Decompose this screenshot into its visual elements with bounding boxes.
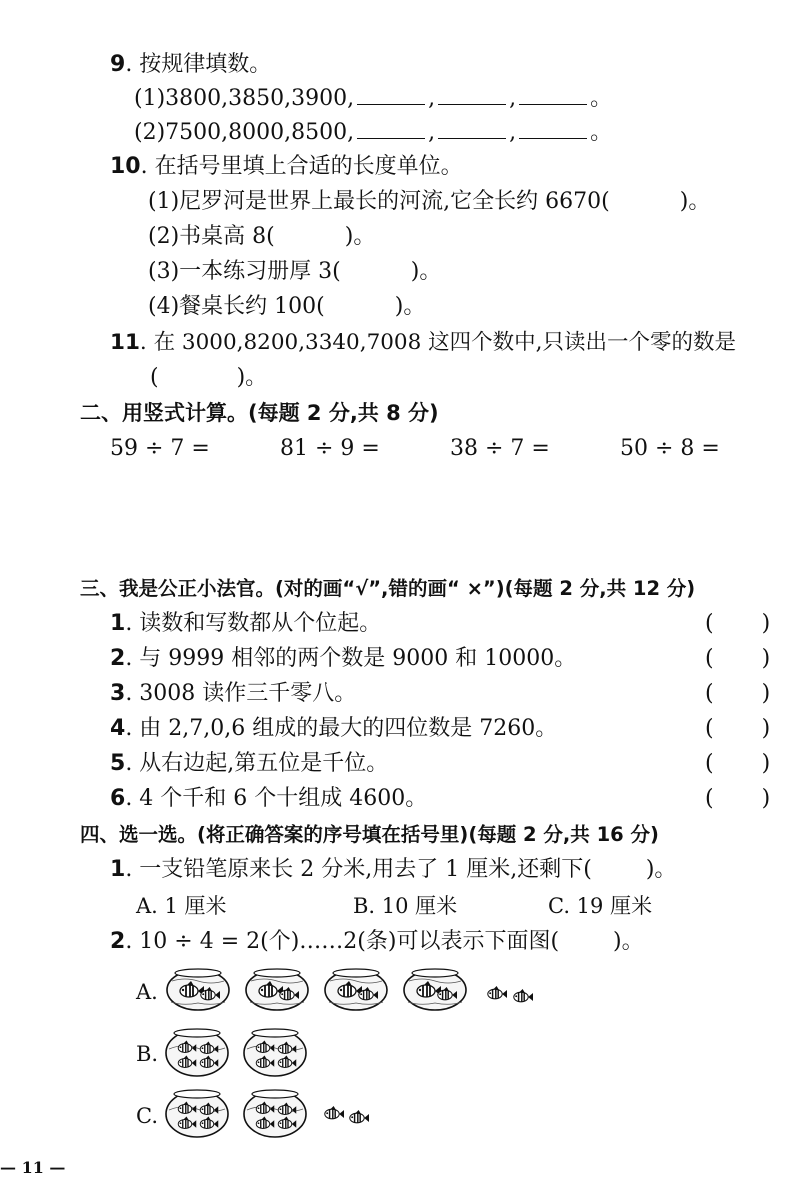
q9-1-blank-a[interactable] — [357, 84, 425, 105]
section4-title: 四、选一选。(将正确答案的序号填在括号里)(每题 2 分,共 16 分) — [80, 823, 659, 846]
judge-answer[interactable]: ( ) — [705, 681, 771, 706]
fishbowl-group-b — [160, 1025, 320, 1081]
judge-answer[interactable]: ( ) — [705, 751, 771, 776]
q11-text: 11. 在 3000,8200,3340,7008 这四个数中,只读出一个零的数是 — [110, 330, 736, 355]
choice-option-b[interactable]: B. 10 厘米 — [353, 894, 458, 918]
q9-2-blank-b[interactable] — [438, 118, 506, 139]
q10-item-2: (2)书桌高 8( )。 — [148, 224, 376, 249]
judge-item: 2. 与 9999 相邻的两个数是 9000 和 10000。 — [110, 646, 577, 671]
section2-title: 二、用竖式计算。(每题 2 分,共 8 分) — [80, 401, 439, 425]
fishbowl-group-c — [160, 1086, 390, 1142]
judge-item: 6. 4 个千和 6 个十组成 4600。 — [110, 786, 428, 811]
q9-1-blank-b[interactable] — [438, 84, 506, 105]
calc-problem: 81 ÷ 9 = — [280, 436, 380, 461]
choice-q1: 1. 一支铅笔原来长 2 分米,用去了 1 厘米,还剩下( )。 — [110, 857, 677, 882]
q9-title: 9. 按规律填数。 — [110, 52, 272, 77]
choice-option-a[interactable]: A. 1 厘米 — [136, 894, 227, 918]
calc-problem: 50 ÷ 8 = — [620, 436, 720, 461]
judge-answer[interactable]: ( ) — [705, 786, 771, 811]
q10-item-4: (4)餐桌长约 100( )。 — [148, 294, 426, 319]
q11-answer: ( )。 — [150, 365, 268, 390]
section3-title: 三、我是公正小法官。(对的画“√”,错的画“ ×”)(每题 2 分,共 12 分) — [80, 577, 696, 600]
q9-2-blank-a[interactable] — [357, 118, 425, 139]
q10-item-1: (1)尼罗河是世界上最长的河流,它全长约 6670( )。 — [148, 189, 711, 214]
q9-item-2: (2)7500,8000,8500, , , 。 — [134, 120, 613, 145]
judge-item: 3. 3008 读作三千零八。 — [110, 681, 357, 706]
choice-q2: 2. 10 ÷ 4 = 2(个)……2(条)可以表示下面图( )。 — [110, 929, 644, 954]
judge-item: 4. 由 2,7,0,6 组成的最大的四位数是 7260。 — [110, 716, 558, 741]
calc-problem: 38 ÷ 7 = — [450, 436, 550, 461]
choice-option-c[interactable]: C. 19 厘米 — [548, 894, 653, 918]
q10-item-3: (3)一本练习册厚 3( )。 — [148, 259, 442, 284]
fishbowl-group-a — [160, 962, 550, 1018]
image-option-c-label[interactable]: C. — [136, 1104, 158, 1128]
calc-problem: 59 ÷ 7 = — [110, 436, 210, 461]
judge-answer[interactable]: ( ) — [705, 646, 771, 671]
judge-answer[interactable]: ( ) — [705, 611, 771, 636]
image-option-b-label[interactable]: B. — [136, 1042, 159, 1066]
judge-answer[interactable]: ( ) — [705, 716, 771, 741]
judge-item: 5. 从右边起,第五位是千位。 — [110, 751, 389, 776]
image-option-a-label[interactable]: A. — [136, 980, 158, 1004]
q9-item-1: (1)3800,3850,3900, , , 。 — [134, 86, 613, 111]
q9-2-blank-c[interactable] — [519, 118, 587, 139]
page-number: — 11 — — [0, 1158, 66, 1177]
judge-item: 1. 读数和写数都从个位起。 — [110, 611, 382, 636]
q10-title: 10. 在括号里填上合适的长度单位。 — [110, 154, 463, 179]
q9-1-blank-c[interactable] — [519, 84, 587, 105]
